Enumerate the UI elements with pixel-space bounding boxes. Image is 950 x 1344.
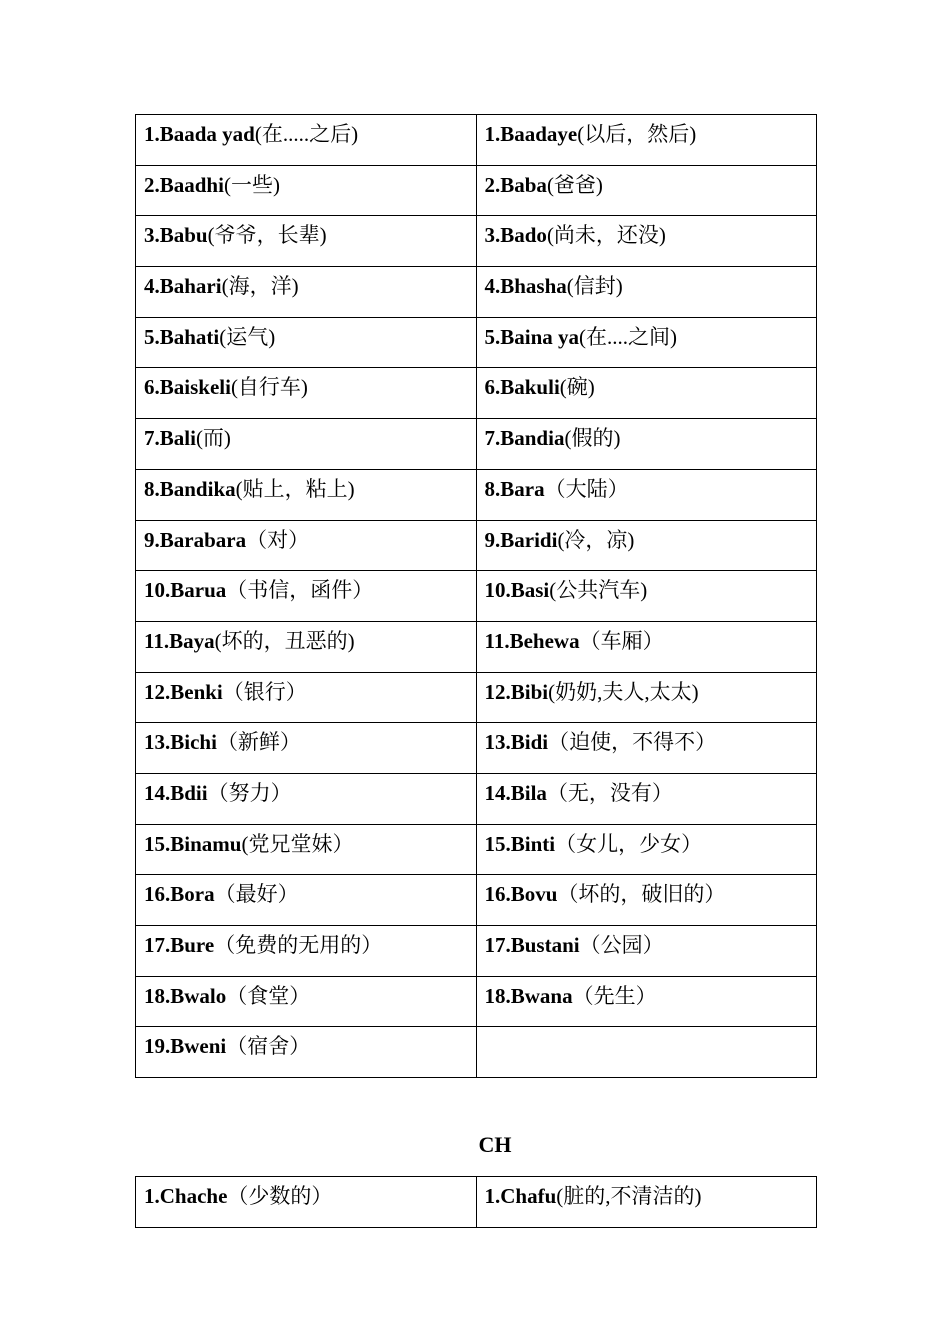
vocab-word: 14.Bdii xyxy=(144,780,208,805)
vocab-word: 8.Bandika xyxy=(144,476,236,501)
vocab-cell xyxy=(136,469,477,520)
table-row xyxy=(136,520,817,571)
vocab-word: 16.Bovu xyxy=(484,882,558,907)
vocab-gloss: （少数的） xyxy=(227,1184,333,1208)
vocab-gloss: (爷爷，长辈) xyxy=(207,223,327,248)
vocab-cell xyxy=(476,368,817,419)
vocab-gloss: （车厢） xyxy=(579,628,664,653)
vocab-cell xyxy=(136,824,477,875)
vocab-gloss: （最好） xyxy=(214,882,299,907)
vocab-cell xyxy=(136,1027,477,1078)
vocab-cell xyxy=(476,824,817,875)
vocab-cell xyxy=(476,1177,817,1228)
vocab-gloss: （公园） xyxy=(579,933,664,957)
vocab-gloss: (以后，然后) xyxy=(577,122,697,146)
vocab-gloss: (碗) xyxy=(559,375,595,400)
vocab-word: 15.Binti xyxy=(484,831,556,856)
vocab-word: 9.Barabara xyxy=(144,527,247,552)
vocab-word: 7.Bandia xyxy=(484,426,565,451)
vocab-gloss: (在.....之后) xyxy=(254,122,359,146)
vocab-table-ch-body xyxy=(136,1177,817,1228)
vocab-cell xyxy=(136,317,477,368)
vocab-cell xyxy=(476,976,817,1027)
vocab-word: 13.Bichi xyxy=(144,730,217,755)
vocab-gloss: (信封) xyxy=(566,274,623,299)
vocab-word: 2.Baadhi xyxy=(144,172,224,197)
vocab-table-ch xyxy=(135,1176,817,1228)
table-row xyxy=(136,267,817,318)
section-heading-ch: CH xyxy=(478,1132,512,1157)
vocab-gloss: （大陆） xyxy=(544,476,629,501)
table-row xyxy=(136,672,817,723)
table-row xyxy=(136,317,817,368)
table-row xyxy=(136,165,817,216)
vocab-cell xyxy=(136,723,477,774)
vocab-gloss: （先生） xyxy=(572,983,657,1008)
vocab-word: 2.Baba xyxy=(484,172,547,197)
vocab-cell xyxy=(476,773,817,824)
vocab-cell xyxy=(136,621,477,672)
vocab-word: 1.Chafu xyxy=(484,1184,557,1208)
table-row xyxy=(136,723,817,774)
vocab-gloss: (奶奶,夫人,太太) xyxy=(548,679,699,704)
vocab-word: 6.Bakuli xyxy=(484,375,560,400)
vocab-gloss: （迫使，不得不） xyxy=(548,730,717,755)
vocab-word: 12.Benki xyxy=(144,679,223,704)
vocab-gloss: (而) xyxy=(195,426,231,451)
vocab-gloss: (假的) xyxy=(564,426,621,451)
vocab-gloss: （免费的无用的） xyxy=(214,933,383,957)
vocab-gloss: （对） xyxy=(246,527,310,552)
table-row xyxy=(136,976,817,1027)
vocab-gloss: （女儿，少女） xyxy=(555,831,703,856)
vocab-word: 17.Bure xyxy=(144,933,215,957)
vocab-cell xyxy=(476,621,817,672)
vocab-word: 3.Bado xyxy=(484,223,547,248)
vocab-word: 13.Bidi xyxy=(484,730,549,755)
vocab-word: 18.Bwalo xyxy=(144,983,227,1008)
vocab-cell xyxy=(476,267,817,318)
vocab-word: 6.Baiskeli xyxy=(144,375,231,400)
vocab-word: 18.Bwana xyxy=(484,983,573,1008)
vocab-cell xyxy=(136,1177,477,1228)
vocab-gloss: （宿舍） xyxy=(226,1034,311,1059)
vocab-word: 12.Bibi xyxy=(484,679,549,704)
table-row xyxy=(136,571,817,622)
vocab-cell xyxy=(476,419,817,470)
vocab-word: 1.Baada yad xyxy=(144,122,255,146)
vocab-cell xyxy=(136,419,477,470)
vocab-gloss: （银行） xyxy=(222,679,307,704)
vocab-word: 17.Bustani xyxy=(484,933,580,957)
vocab-gloss: (在....之间) xyxy=(579,324,678,349)
vocab-gloss: （书信，函件） xyxy=(226,578,374,603)
vocab-gloss: (爸爸) xyxy=(546,172,603,197)
vocab-word: 10.Basi xyxy=(484,578,550,603)
table-row xyxy=(136,419,817,470)
vocab-cell xyxy=(476,1027,817,1078)
vocab-gloss: （努力） xyxy=(207,780,292,805)
vocab-table-b-body xyxy=(136,115,817,1078)
table-row xyxy=(136,621,817,672)
vocab-gloss: (自行车) xyxy=(230,375,308,400)
vocab-gloss: (海，洋) xyxy=(221,274,299,299)
vocab-word: 14.Bila xyxy=(484,780,547,805)
vocab-word: 1.Baadaye xyxy=(484,122,578,146)
vocab-word: 5.Baina ya xyxy=(484,324,580,349)
vocab-cell xyxy=(476,317,817,368)
vocab-word: 8.Bara xyxy=(484,476,545,501)
vocab-cell xyxy=(476,875,817,926)
vocab-word: 1.Chache xyxy=(144,1184,228,1208)
vocab-word: 16.Bora xyxy=(144,882,215,907)
vocab-word: 15.Binamu xyxy=(144,831,242,856)
vocab-cell xyxy=(476,926,817,977)
table-row xyxy=(136,469,817,520)
vocab-cell xyxy=(476,469,817,520)
vocab-cell xyxy=(136,165,477,216)
vocab-cell xyxy=(476,672,817,723)
vocab-cell xyxy=(476,723,817,774)
vocab-gloss: (脏的,不清洁的) xyxy=(556,1184,702,1208)
vocab-cell xyxy=(476,115,817,166)
vocab-cell xyxy=(136,216,477,267)
vocab-word: 5.Bahati xyxy=(144,324,220,349)
vocab-gloss: (一些) xyxy=(223,172,280,197)
table-row xyxy=(136,824,817,875)
vocab-word: 7.Bali xyxy=(144,426,196,451)
vocab-gloss: (贴上，粘上) xyxy=(235,476,355,501)
vocab-word: 4.Bhasha xyxy=(484,274,567,299)
vocab-cell xyxy=(476,165,817,216)
vocab-gloss: (运气) xyxy=(219,324,276,349)
vocab-word: 11.Baya xyxy=(144,628,215,653)
vocab-gloss: (公共汽车) xyxy=(549,578,648,603)
vocab-table-b xyxy=(135,114,817,1078)
vocab-gloss: （食堂） xyxy=(226,983,311,1008)
vocab-gloss: (冷，凉) xyxy=(557,527,635,552)
vocab-cell xyxy=(136,267,477,318)
vocab-cell xyxy=(136,672,477,723)
table-row xyxy=(136,115,817,166)
vocab-cell xyxy=(136,115,477,166)
table-row xyxy=(136,368,817,419)
vocab-cell xyxy=(136,520,477,571)
vocab-word: 9.Baridi xyxy=(484,527,558,552)
vocab-cell xyxy=(136,773,477,824)
table-row xyxy=(136,926,817,977)
vocab-cell xyxy=(136,875,477,926)
vocab-cell xyxy=(476,216,817,267)
vocab-cell xyxy=(476,571,817,622)
vocab-gloss: （无，没有） xyxy=(546,780,673,805)
vocab-gloss: (党兄堂妹） xyxy=(241,831,354,856)
table-row xyxy=(136,216,817,267)
vocab-cell xyxy=(476,520,817,571)
vocab-word: 11.Behewa xyxy=(484,628,580,653)
vocab-word: 19.Bweni xyxy=(144,1034,227,1059)
vocab-cell xyxy=(136,976,477,1027)
table-row xyxy=(136,1177,817,1228)
vocab-word: 3.Babu xyxy=(144,223,208,248)
vocab-gloss: （新鲜） xyxy=(216,730,301,755)
vocab-cell xyxy=(136,926,477,977)
vocab-cell xyxy=(136,368,477,419)
table-row xyxy=(136,875,817,926)
vocab-cell xyxy=(136,571,477,622)
table-row xyxy=(136,773,817,824)
vocab-gloss: (尚未，还没) xyxy=(546,223,666,248)
vocab-word: 4.Bahari xyxy=(144,274,222,299)
vocab-word: 10.Barua xyxy=(144,578,227,603)
table-row xyxy=(136,1027,817,1078)
vocab-gloss: （坏的，破旧的） xyxy=(557,882,726,907)
vocab-gloss: (坏的，丑恶的) xyxy=(214,628,355,653)
